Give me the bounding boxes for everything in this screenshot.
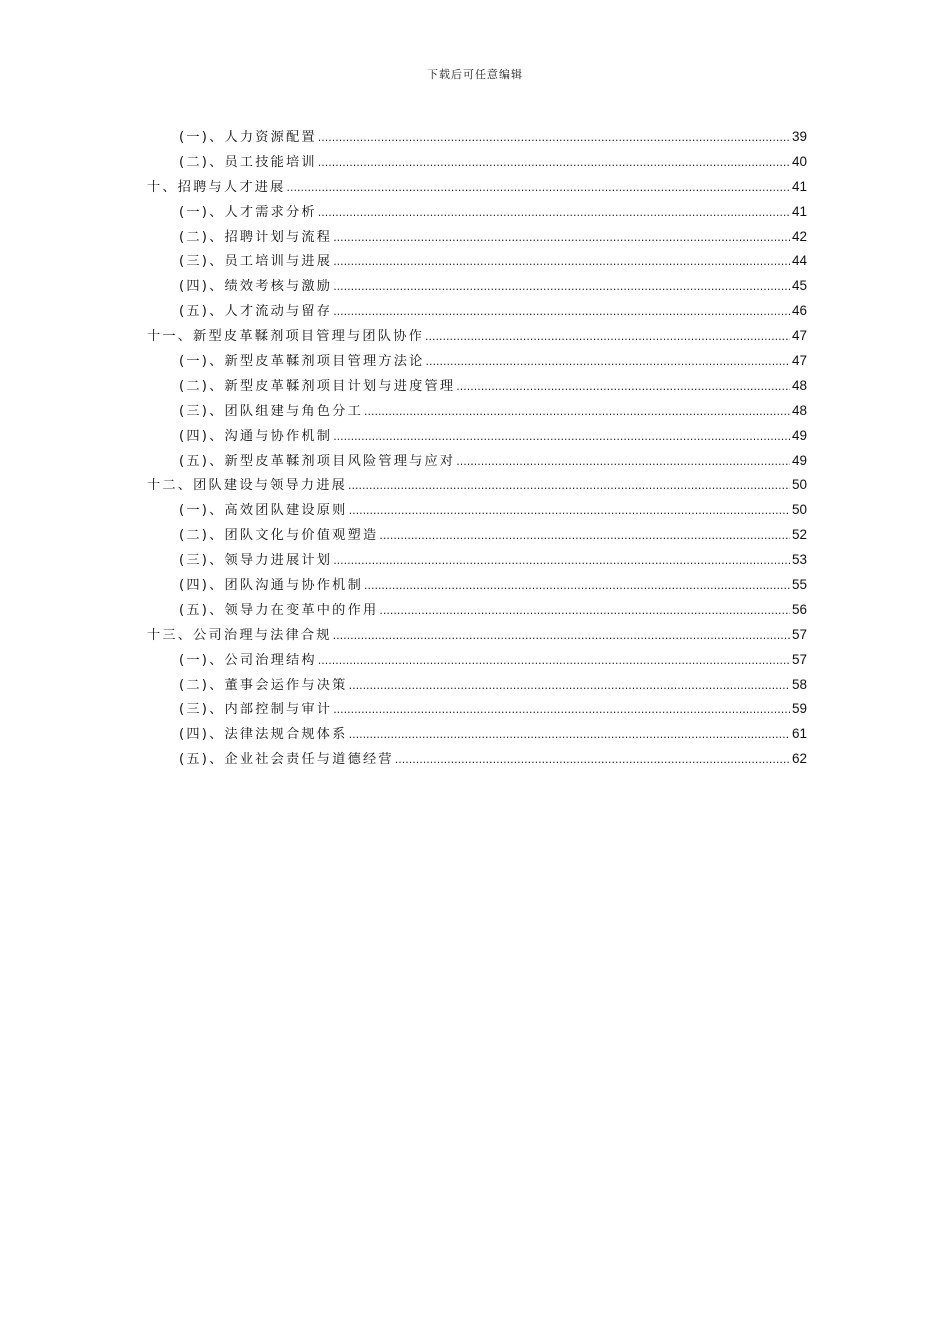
toc-entry-label: (五)、新型皮革鞣剂项目风险管理与应对 <box>179 453 456 469</box>
toc-dot-leader <box>395 753 790 766</box>
toc-dot-leader <box>318 131 790 144</box>
toc-page-number: 57 <box>791 651 807 667</box>
toc-entry[interactable] <box>147 624 807 649</box>
toc-entry[interactable] <box>147 226 807 251</box>
toc-entry-label: 十一、新型皮革鞣剂项目管理与团队协作 <box>147 329 424 345</box>
toc-entry[interactable] <box>147 524 807 549</box>
toc-entry[interactable] <box>147 126 807 151</box>
toc-dot-leader <box>349 728 790 741</box>
toc-entry[interactable] <box>147 450 807 475</box>
toc-entry-label: (五)、人才流动与留存 <box>179 304 333 320</box>
toc-entry-label: 十三、公司治理与法律合规 <box>147 627 332 643</box>
toc-dot-leader <box>349 504 790 517</box>
toc-page-number: 49 <box>791 427 807 443</box>
toc-dot-leader <box>333 629 790 642</box>
toc-entry-label: (五)、企业社会责任与道德经营 <box>179 752 394 768</box>
toc-entry-label: 十二、团队建设与领导力进展 <box>147 478 348 494</box>
toc-page-number: 58 <box>791 676 807 692</box>
toc-page-number: 40 <box>791 153 807 169</box>
toc-page-number: 45 <box>791 278 807 294</box>
toc-entry-label: (三)、内部控制与审计 <box>179 702 333 718</box>
toc-page-number: 55 <box>791 577 807 593</box>
toc-entry[interactable] <box>147 201 807 226</box>
toc-dot-leader <box>426 355 790 368</box>
toc-entry[interactable] <box>147 275 807 300</box>
toc-entry-label: (一)、新型皮革鞣剂项目管理方法论 <box>179 354 425 370</box>
toc-dot-leader <box>379 529 790 542</box>
toc-dot-leader <box>318 654 790 667</box>
toc-entry[interactable] <box>147 176 807 201</box>
toc-dot-leader <box>333 430 790 443</box>
toc-page-number: 59 <box>791 701 807 717</box>
toc-entry-label: (三)、员工培训与进展 <box>179 254 333 270</box>
toc-dot-leader <box>456 455 790 468</box>
toc-entry[interactable] <box>147 723 807 748</box>
toc-entry-label: (二)、招聘计划与流程 <box>179 229 333 245</box>
toc-page-number: 50 <box>791 477 807 493</box>
toc-entry[interactable] <box>147 425 807 450</box>
toc-page-number: 52 <box>791 527 807 543</box>
toc-entry[interactable] <box>147 674 807 699</box>
toc-page-number: 46 <box>791 303 807 319</box>
toc-page-number: 49 <box>791 452 807 468</box>
toc-entry[interactable] <box>147 250 807 275</box>
toc-dot-leader <box>333 554 790 567</box>
toc-page-number: 61 <box>791 726 807 742</box>
toc-dot-leader <box>349 679 790 692</box>
toc-page-number: 47 <box>791 353 807 369</box>
toc-entry-label: (二)、团队文化与价值观塑造 <box>179 528 379 544</box>
toc-dot-leader <box>364 579 790 592</box>
toc-entry[interactable] <box>147 474 807 499</box>
toc-page-number: 62 <box>791 751 807 767</box>
toc-dot-leader <box>333 305 790 318</box>
toc-entry-label: (一)、高效团队建设原则 <box>179 503 348 519</box>
toc-entry[interactable] <box>147 400 807 425</box>
toc-entry[interactable] <box>147 599 807 624</box>
toc-dot-leader <box>333 703 790 716</box>
toc-page-number: 42 <box>791 228 807 244</box>
toc-entry-label: (四)、绩效考核与激励 <box>179 279 333 295</box>
toc-entry-label: (三)、团队组建与角色分工 <box>179 403 363 419</box>
toc-entry[interactable] <box>147 649 807 674</box>
toc-page-number: 39 <box>791 129 807 144</box>
toc-entry[interactable] <box>147 549 807 574</box>
toc-page-number: 44 <box>791 253 807 269</box>
toc-dot-leader <box>318 156 790 169</box>
toc-entry[interactable] <box>147 698 807 723</box>
toc-page-number: 57 <box>791 626 807 642</box>
toc-entry[interactable] <box>147 300 807 325</box>
toc-page-number: 41 <box>791 203 807 219</box>
toc-entry-label: (三)、领导力进展计划 <box>179 553 333 569</box>
toc-page-number: 50 <box>791 502 807 518</box>
toc-entry-label: (四)、法律法规合规体系 <box>179 727 348 743</box>
toc-entry[interactable] <box>147 325 807 350</box>
toc-entry[interactable] <box>147 748 807 773</box>
toc-entry-label: (二)、董事会运作与决策 <box>179 677 348 693</box>
toc-entry[interactable] <box>147 499 807 524</box>
toc-entry-label: (一)、公司治理结构 <box>179 652 317 668</box>
toc-page-number: 48 <box>791 402 807 418</box>
toc-page-number: 48 <box>791 377 807 393</box>
toc-dot-leader <box>287 181 790 194</box>
toc-entry[interactable] <box>147 574 807 599</box>
toc-entry[interactable] <box>147 375 807 400</box>
toc-entry-label: (二)、新型皮革鞣剂项目计划与进度管理 <box>179 378 456 394</box>
page-header: 下载后可任意编辑 <box>427 68 523 81</box>
toc-entry-label: (四)、沟通与协作机制 <box>179 428 333 444</box>
toc-entry-label: (四)、团队沟通与协作机制 <box>179 578 363 594</box>
toc-dot-leader <box>348 479 790 492</box>
toc-entry-label: (一)、人才需求分析 <box>179 204 317 220</box>
toc-page-number: 41 <box>791 178 807 194</box>
toc-dot-leader <box>379 604 790 617</box>
toc-entry-label: (二)、员工技能培训 <box>179 154 317 170</box>
table-of-contents <box>147 126 807 773</box>
toc-dot-leader <box>333 280 790 293</box>
toc-dot-leader <box>364 405 790 418</box>
toc-entry-label: (五)、领导力在变革中的作用 <box>179 602 379 618</box>
toc-dot-leader <box>456 380 790 393</box>
toc-entry-label: 十、招聘与人才进展 <box>147 179 286 195</box>
toc-dot-leader <box>425 330 790 343</box>
toc-page-number: 53 <box>791 552 807 568</box>
toc-dot-leader <box>318 206 790 219</box>
toc-dot-leader <box>333 255 790 268</box>
toc-entry-label: (一)、人力资源配置 <box>179 130 317 145</box>
toc-page-number: 56 <box>791 601 807 617</box>
toc-entry[interactable] <box>147 350 807 375</box>
toc-entry[interactable] <box>147 151 807 176</box>
toc-dot-leader <box>333 231 790 244</box>
toc-page-number: 47 <box>791 328 807 344</box>
